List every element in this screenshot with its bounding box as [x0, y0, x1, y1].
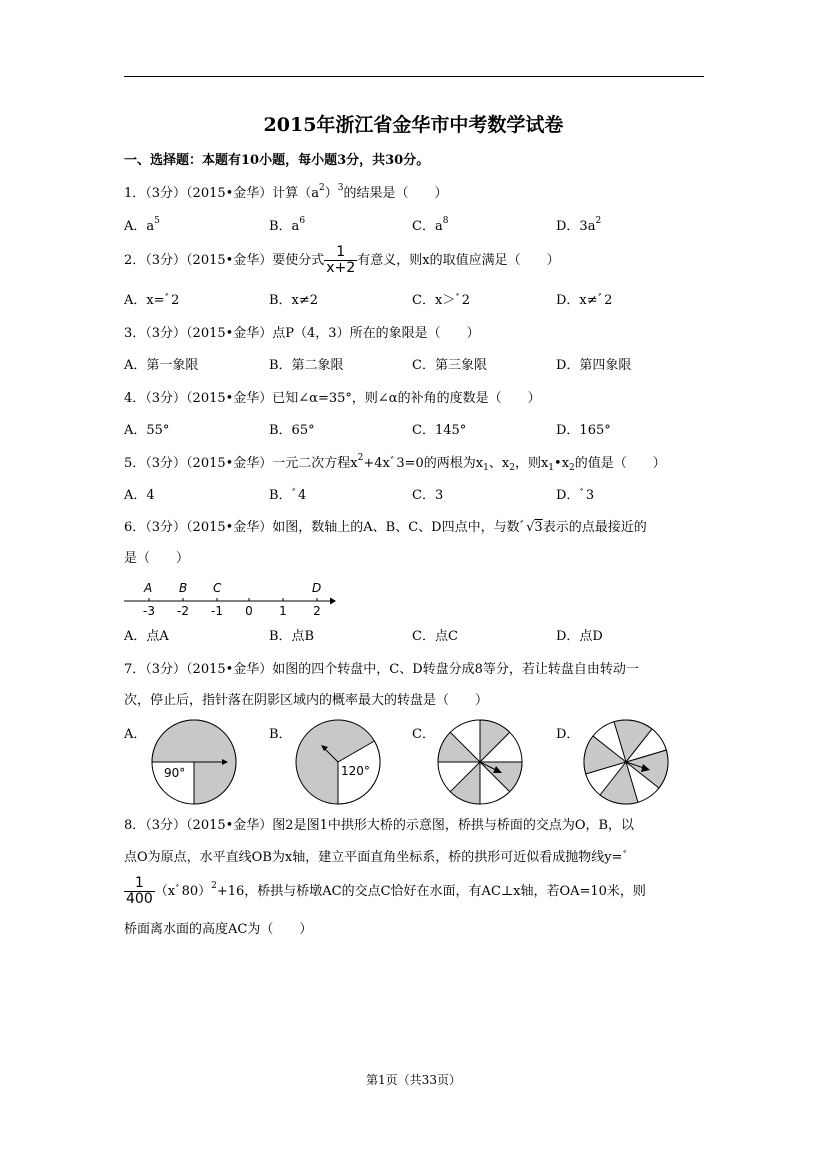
number-line-figure: [124, 578, 339, 620]
q5-choice-b: B．ﾞ4: [269, 488, 307, 503]
q4-choice-d: D．165°: [556, 423, 611, 438]
page-footer: 第1页（共33页）: [366, 1073, 461, 1087]
point-label-c: C: [213, 581, 222, 595]
q7-choice-d: D．: [556, 727, 580, 742]
q1-choice-b: B．$a^6$: [269, 216, 306, 234]
tick-label: -3: [143, 604, 155, 618]
spinner-b: [294, 718, 382, 806]
question-3-stem: 3．（3分）（2015•金华）点P（4，3）所在的象限是（ ）: [124, 326, 480, 341]
q3-choice-b: B．第二象限: [269, 358, 344, 373]
q7-choice-c: C．: [412, 727, 435, 742]
q4-choice-b: B．65°: [269, 423, 315, 438]
spinner-a-angle-label: 90°: [164, 766, 186, 780]
q4-choice-a: A．55°: [124, 423, 170, 438]
q7-choice-a: A．: [124, 727, 147, 742]
question-7-stem-line2: 次，停止后，指针落在阴影区域内的概率最大的转盘是（ ）: [124, 693, 489, 708]
question-8-line3: $\frac{1}{400}$ （xﾞ80）$^2$+16，桥拱与桥墩AC的交点C恰好在水面，有AC⊥x轴，若OA=10米，则: [126, 875, 646, 907]
q6-choice-d: D．点D: [556, 629, 603, 644]
page-title: 2015年浙江省金华市中考数学试卷: [263, 114, 564, 136]
q5-choice-d: D．ﾞ3: [556, 488, 595, 503]
q2-choice-b: B．x≠2: [269, 293, 319, 308]
question-8-line2: 点O为原点，水平直线OB为x轴，建立平面直角坐标系，桥的拱形可近似看成抛物线y=ﾞ: [124, 850, 629, 865]
question-4-stem: 4．（3分）（2015•金华）已知∠α=35°，则∠α的补角的度数是（ ）: [124, 391, 541, 406]
spinner-a: [150, 718, 238, 806]
fraction: $\frac{1}{x+2}$: [326, 244, 356, 276]
spinner-d: [582, 718, 670, 806]
q3-choice-d: D．第四象限: [556, 358, 632, 373]
point-label-d: D: [312, 581, 322, 595]
tick-label: 0: [245, 604, 253, 618]
tick-label: -2: [177, 604, 189, 618]
point-label-b: B: [179, 581, 188, 595]
question-6-stem-line2: 是（ ）: [124, 551, 190, 566]
q2-choice-a: A．x=ﾞ2: [124, 293, 180, 308]
header-rule: [124, 76, 704, 77]
question-8-line4: 桥面离水面的高度AC为（ ）: [124, 922, 313, 937]
q6-choice-a: A．点A: [124, 629, 169, 644]
q1-choice-c: C．$a^8$: [412, 216, 449, 234]
q2-choice-d: D．x≠ﾞ2: [556, 293, 613, 308]
q5-choice-c: C．3: [412, 488, 444, 503]
q3-choice-a: A．第一象限: [124, 358, 199, 373]
q3-choice-c: C．第三象限: [412, 358, 487, 373]
tick-label: 1: [279, 604, 287, 618]
number-line-arrow: [330, 598, 336, 605]
q1-choice-a: A．$a^5$: [124, 216, 160, 234]
q2-choice-c: C．x＞ﾞ2: [412, 293, 471, 308]
question-8-line1: 8．（3分）（2015•金华）图2是图1中拱形大桥的示意图，桥拱与桥面的交点为O，B，以: [124, 818, 635, 833]
tick-label: -1: [211, 604, 223, 618]
question-1-stem: 1．（3分）（2015•金华）计算$(a^2)^3$的结果是（ ）: [124, 183, 448, 201]
q1-choice-d: D．$3a^2$: [556, 216, 602, 234]
fraction: $\frac{1}{400}$: [126, 875, 153, 907]
question-6-stem-line1: 6．（3分）（2015•金华）如图，数轴上的A、B、C、D四点中，与数ﾞ√3表示的点最接近的: [124, 520, 647, 535]
spinner-b-angle-label: 120°: [341, 764, 370, 778]
q4-choice-c: C．145°: [412, 423, 467, 438]
spinner-c: [436, 718, 524, 806]
q7-choice-b: B．: [269, 727, 292, 742]
question-2-stem: 2．（3分）（2015•金华）要使分式 $\frac{1}{x+2}$ 有意义，则x的取值应满足（ ）: [124, 244, 560, 276]
q6-choice-b: B．点B: [269, 629, 315, 644]
question-5-stem: 5．（3分）（2015•金华）一元二次方程$x^2+4x$ﾞ3=0的两根为$x_1$、$x_2$，则$x_1•x_2$的值是（ ）: [124, 453, 666, 473]
question-7-stem-line1: 7．（3分）（2015•金华）如图的四个转盘中，C、D转盘分成8等分，若让转盘自由转动一: [124, 662, 639, 677]
point-label-a: A: [144, 581, 153, 595]
q6-choice-c: C．点C: [412, 629, 458, 644]
section-heading: 一、选择题：本题有10小题，每小题3分，共30分。: [124, 153, 430, 168]
q5-choice-a: A．4: [124, 488, 155, 503]
tick-label: 2: [313, 604, 321, 618]
